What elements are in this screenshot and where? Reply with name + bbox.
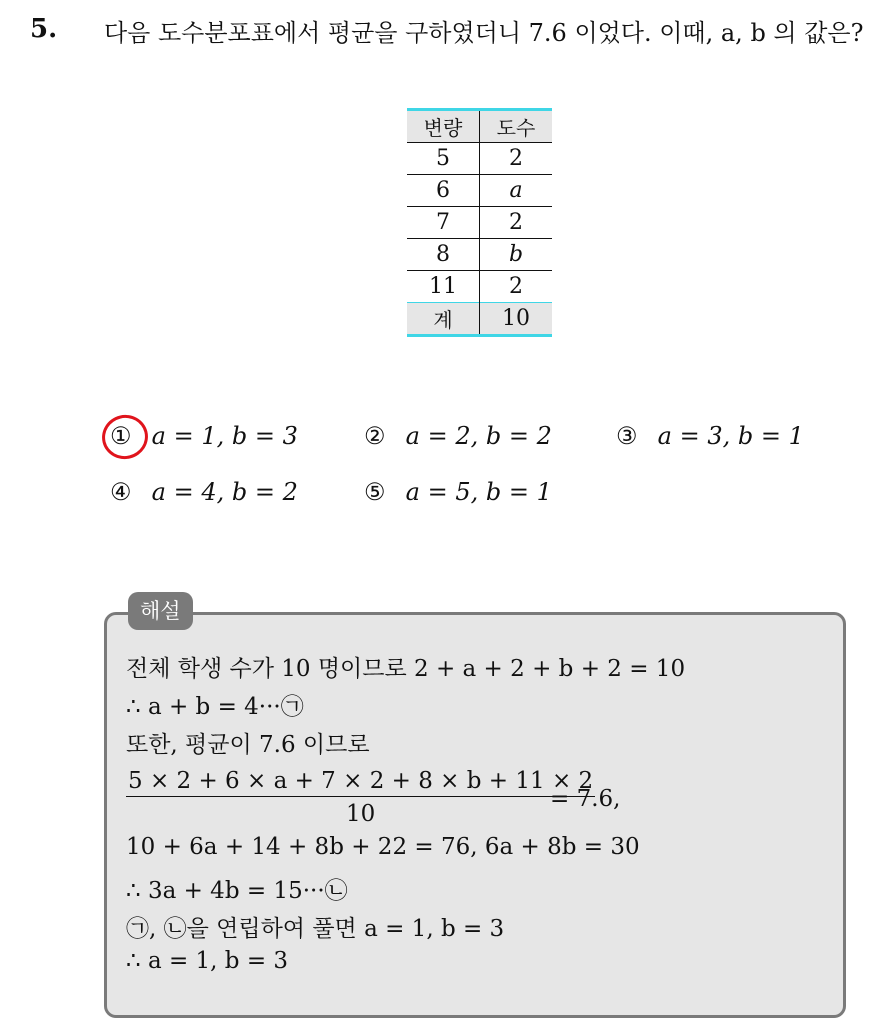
table-row — [407, 271, 552, 303]
header-frequency: 도수 — [496, 116, 536, 140]
solution-label: 해설 — [128, 592, 193, 630]
solution-line: ∴ a = 1, b = 3 — [126, 948, 289, 974]
cell-variate: 11 — [407, 271, 480, 303]
cell-frequency: 2 — [509, 274, 523, 299]
choice-text: a = 2, b = 2 — [405, 422, 552, 450]
question-text: 다음 도수분포표에서 평균을 구하였더니 7.6 이었다. 이때, a, b 의 값은? — [104, 19, 864, 47]
cell-frequency: 2 — [509, 210, 523, 235]
choice-number: ② — [364, 422, 386, 450]
table-row — [407, 143, 552, 175]
choice-1[interactable] — [110, 422, 298, 450]
choice-number: ③ — [616, 422, 638, 450]
choice-number: ④ — [110, 478, 132, 506]
fraction-rhs: = 7.6, — [550, 786, 621, 812]
table-row — [407, 207, 552, 239]
solution-line: ㉠, ㉡을 연립하여 풀면 a = 1, b = 3 — [126, 916, 505, 942]
choice-number: ⑤ — [364, 478, 386, 506]
frequency-table — [407, 108, 552, 337]
cell-variate: 8 — [407, 239, 480, 271]
cell-frequency: b — [508, 242, 524, 267]
cell-variate: 6 — [407, 175, 480, 207]
choice-4[interactable] — [110, 478, 298, 506]
choice-3[interactable] — [616, 422, 804, 450]
solution-line: 전체 학생 수가 10 명이므로 2 + a + 2 + b + 2 = 10 — [126, 656, 686, 682]
choice-2[interactable] — [364, 422, 552, 450]
solution-line: ∴ a + b = 4···㉠ — [126, 694, 304, 720]
solution-line: 10 + 6a + 14 + 8b + 22 = 76, 6a + 8b = 30 — [126, 834, 640, 860]
choice-text: a = 1, b = 3 — [151, 422, 298, 450]
question-number: 5. — [30, 14, 58, 44]
choice-number: ① — [110, 422, 132, 450]
solution-line: ∴ 3a + 4b = 15···㉡ — [126, 878, 348, 904]
choice-text: a = 5, b = 1 — [405, 478, 552, 506]
total-label: 계 — [407, 303, 480, 336]
cell-variate: 5 — [407, 143, 480, 175]
total-value: 10 — [502, 306, 530, 331]
mean-fraction — [126, 766, 595, 831]
cell-frequency: a — [509, 178, 523, 203]
cell-variate: 7 — [407, 207, 480, 239]
table-header-row — [407, 110, 552, 143]
solution-line: 또한, 평균이 7.6 이므로 — [126, 732, 370, 758]
choice-text: a = 3, b = 1 — [657, 422, 804, 450]
table-row — [407, 239, 552, 271]
fraction-denominator: 10 — [345, 801, 376, 827]
cell-frequency: 2 — [509, 146, 523, 171]
table-total-row — [407, 303, 552, 336]
table-row — [407, 175, 552, 207]
header-variate: 변량 — [407, 110, 480, 143]
fraction-numerator: 5 × 2 + 6 × a + 7 × 2 + 8 × b + 11 × 2 — [126, 766, 595, 797]
choice-5[interactable] — [364, 478, 552, 506]
choice-text: a = 4, b = 2 — [151, 478, 298, 506]
